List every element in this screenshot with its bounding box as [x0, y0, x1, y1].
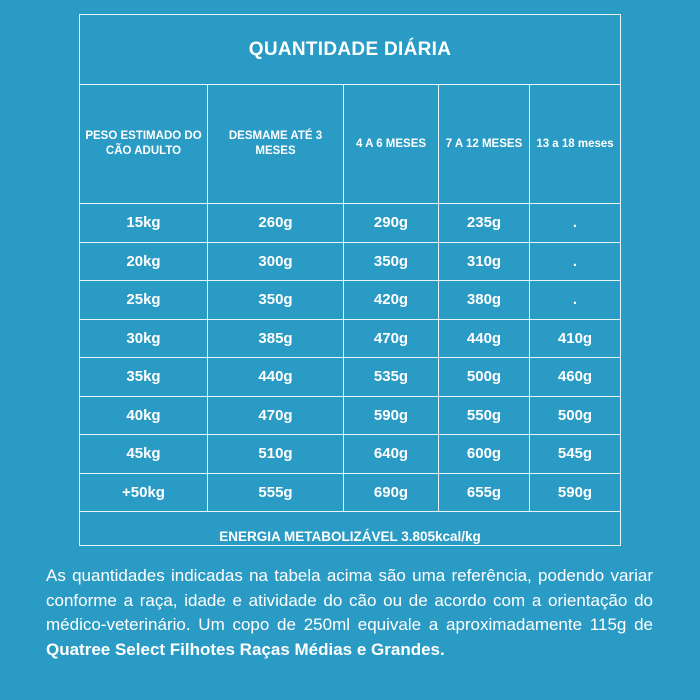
amount-cell: 500g — [557, 406, 593, 424]
weight-cell: 45kg — [80, 435, 208, 473]
weight-cell: 40kg — [80, 397, 208, 435]
table-row — [80, 203, 620, 242]
amount-cell: 350g — [208, 281, 344, 319]
amount-cell: 385g — [208, 320, 344, 358]
table-title: QUANTIDADE DIÁRIA — [80, 15, 620, 85]
header-weight: PESO ESTIMADO DO CÃO ADULTO — [80, 85, 208, 203]
table-row — [80, 473, 620, 512]
table-row — [80, 357, 620, 396]
amount-cell: . — [572, 252, 578, 270]
amount-cell: 300g — [208, 243, 344, 281]
weight-cell: 15kg — [80, 204, 208, 242]
amount-cell: 590g — [557, 483, 593, 501]
header-4-6-months: 4 A 6 MESES — [344, 85, 439, 203]
header-7-12-months: 7 A 12 MESES — [439, 85, 530, 203]
amount-cell: 350g — [344, 243, 439, 281]
amount-cell: 410g — [557, 329, 593, 347]
amount-cell: 555g — [208, 474, 344, 512]
table-row — [80, 319, 620, 358]
table-header-row — [80, 85, 620, 203]
weight-cell: +50kg — [80, 474, 208, 512]
table-row — [80, 242, 620, 281]
feeding-table — [79, 14, 621, 546]
table-body — [80, 203, 620, 511]
energy-footer: ENERGIA METABOLIZÁVEL 3.805kcal/kg — [80, 511, 620, 561]
product-name: Quatree Select Filhotes Raças Médias e Grandes. — [46, 639, 445, 659]
amount-cell: . — [572, 214, 578, 232]
amount-cell: 510g — [208, 435, 344, 473]
amount-cell: 655g — [439, 474, 530, 512]
amount-cell: . — [572, 291, 578, 309]
amount-cell: 440g — [208, 358, 344, 396]
amount-cell: 550g — [439, 397, 530, 435]
weight-cell: 25kg — [80, 281, 208, 319]
amount-cell: 535g — [344, 358, 439, 396]
table-row — [80, 280, 620, 319]
amount-cell: 420g — [344, 281, 439, 319]
table-row — [80, 396, 620, 435]
amount-cell: 440g — [439, 320, 530, 358]
header-weaning: DESMAME ATÉ 3 MESES — [208, 85, 344, 203]
amount-cell: 690g — [344, 474, 439, 512]
amount-cell: 545g — [557, 445, 593, 463]
amount-cell: 590g — [344, 397, 439, 435]
amount-cell: 470g — [208, 397, 344, 435]
amount-cell: 500g — [439, 358, 530, 396]
disclaimer-note — [46, 564, 653, 662]
amount-cell: 260g — [208, 204, 344, 242]
weight-cell: 30kg — [80, 320, 208, 358]
amount-cell: 310g — [439, 243, 530, 281]
note-text: As quantidades indicadas na tabela acima são uma referência, podendo variar conforme a raça, idade e atividade do cão ou de acordo com a orientação do médico-veterinário. Um copo de 250ml equivale a aproximadamente 115g de — [46, 566, 653, 634]
amount-cell: 460g — [557, 368, 593, 386]
amount-cell: 380g — [439, 281, 530, 319]
weight-cell: 20kg — [80, 243, 208, 281]
header-13-18-months: 13 a 18 meses — [536, 137, 614, 150]
amount-cell: 235g — [439, 204, 530, 242]
amount-cell: 600g — [439, 435, 530, 473]
table-row — [80, 434, 620, 473]
weight-cell: 35kg — [80, 358, 208, 396]
amount-cell: 470g — [344, 320, 439, 358]
amount-cell: 290g — [344, 204, 439, 242]
amount-cell: 640g — [344, 435, 439, 473]
